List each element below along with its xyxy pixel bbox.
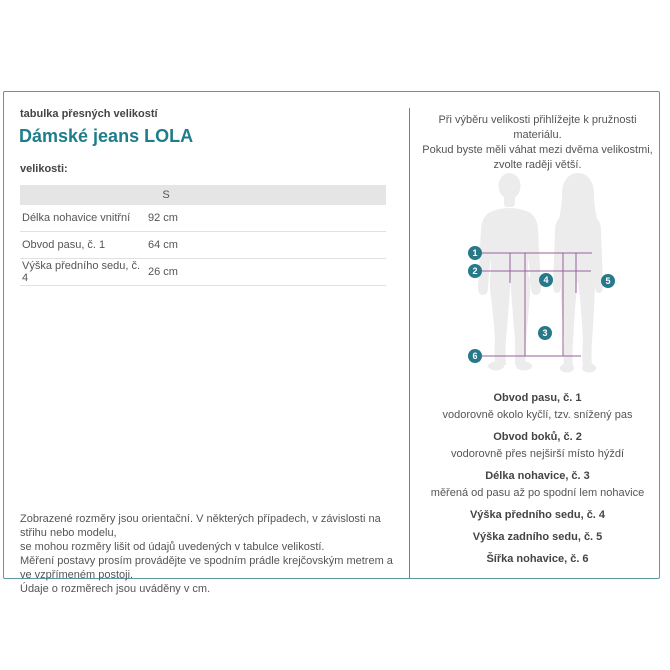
advice-line: Při výběru velikosti přihlížejte k pružnosti materiálu. [438,114,637,141]
note-line: se mohou rozměry lišit od údajů uvedených v tabulce velikostí. [20,541,325,553]
description-subtitle: vodorovně okolo kyčlí, tzv. snížený pas [442,409,633,421]
note-line: Zobrazené rozměry jsou orientační. V některých případech, v závislosti na střihu nebo modelu, [20,513,381,539]
description-title: Šířka nohavice, č. 6 [486,553,589,565]
advice-line: zvolte raději větší. [493,159,582,171]
measurement-label: Obvod pasu, č. 1 [22,239,106,251]
size-column-header: S [162,189,170,201]
sizes-label: velikosti: [20,163,68,175]
measurement-value: 92 cm [148,212,178,224]
description-subtitle: měřená od pasu až po spodní lem nohavice [430,487,645,499]
table-row [20,259,386,286]
size-chart-heading: tabulka přesných velikostí [20,108,158,120]
table-row [20,205,386,232]
table-row [20,232,386,259]
description-title: Obvod boků, č. 2 [493,431,582,443]
disclaimer-note [20,512,400,596]
description-title: Obvod pasu, č. 1 [493,392,582,404]
size-table [20,185,386,286]
size-advice-text [415,113,660,173]
measurement-diagram [425,165,655,383]
marker-1: 1 [468,246,482,260]
size-table-header [20,185,386,205]
measurement-descriptions [410,391,665,567]
marker-6: 6 [468,349,482,363]
description-title: Délka nohavice, č. 3 [485,470,590,482]
description-title: Výška zadního sedu, č. 5 [472,531,603,543]
description-subtitle: vodorovně přes nejširší místo hýždí [450,448,625,460]
note-line: Údaje o rozměrech jsou uváděny v cm. [20,583,211,595]
marker-5: 5 [601,274,615,288]
description-title: Výška předního sedu, č. 4 [469,509,606,521]
measurement-value: 26 cm [148,266,178,278]
female-silhouette [553,173,603,373]
measurement-label: Délka nohavice vnitřní [22,212,131,224]
product-title: Dámské jeans LOLA [19,126,194,146]
note-line: Měření postavy prosím provádějte ve spodním prádle krejčovským metrem a ve vzpřímeném postoji. [20,555,393,581]
marker-2: 2 [468,264,482,278]
measurement-value: 64 cm [148,239,178,251]
marker-4: 4 [539,273,553,287]
advice-line: Pokud byste měli váhat mezi dvěma velikostmi, [422,144,653,156]
marker-3: 3 [538,326,552,340]
body-silhouettes-figure [425,165,655,383]
measurement-label: Výška předního sedu, č. 4 [22,260,141,284]
